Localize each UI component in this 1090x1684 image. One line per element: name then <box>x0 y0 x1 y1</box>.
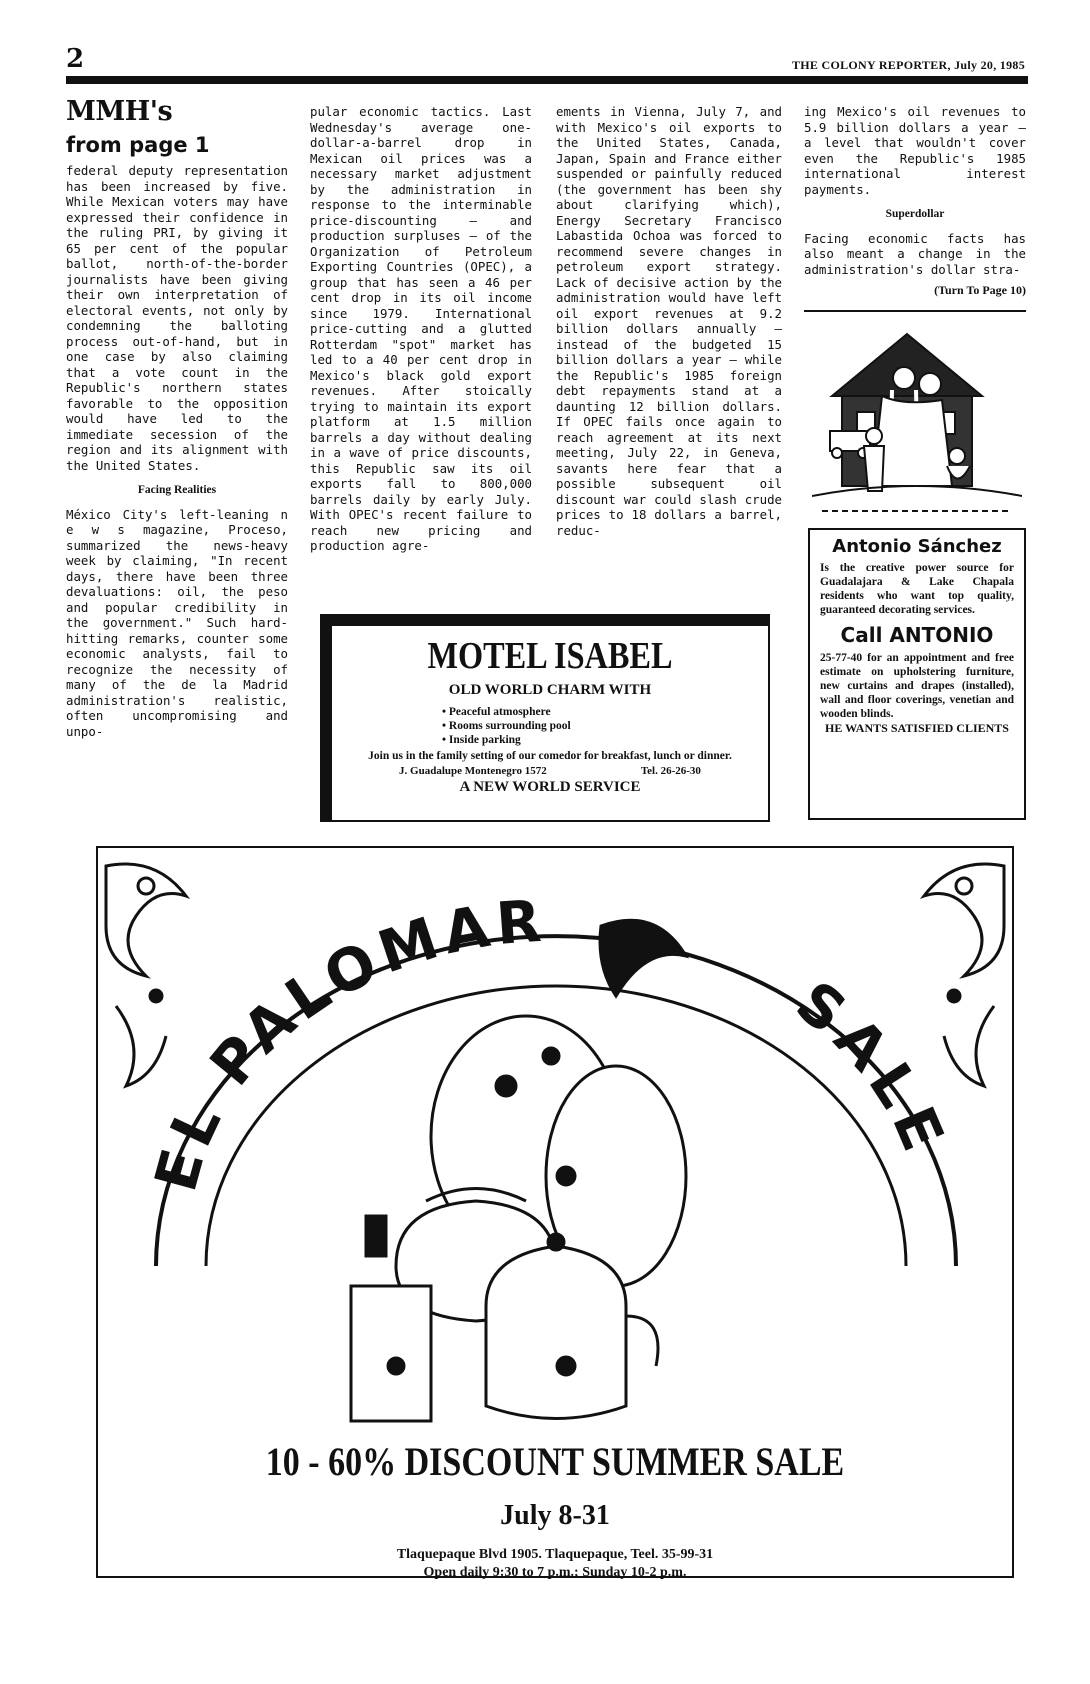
running-head: THE COLONY REPORTER, July 20, 1985 <box>791 58 1025 72</box>
arch-sale: SALE <box>783 967 961 1168</box>
column-rule <box>804 310 1026 312</box>
article-subhead: Superdollar <box>885 208 945 220</box>
motel-contact <box>332 765 768 777</box>
motel-slogan: A NEW WORLD SERVICE <box>459 779 641 795</box>
jump-line: (Turn To Page 10) <box>934 283 1026 297</box>
ad-footer: HE WANTS SATISFIED CLIENTS <box>825 721 1009 735</box>
article-column-4 <box>804 104 1026 299</box>
article-column-2 <box>310 104 532 560</box>
motel-feature-list <box>332 705 768 747</box>
motel-invitation: Join us in the family setting of our comedor for breakfast, lunch or dinner. <box>368 750 732 762</box>
arch-title: EL PALOMAR <box>141 886 550 1199</box>
palomar-arch-artwork <box>96 846 1014 1436</box>
motel-feature: • Peaceful atmosphere <box>442 705 768 719</box>
motel-name: MOTEL ISABEL <box>427 635 673 677</box>
dove-logo <box>600 920 686 996</box>
article-jump-line: from page 1 <box>66 133 210 157</box>
corner-flourish-left <box>106 864 186 1086</box>
motel-tagline: OLD WORLD CHARM WITH <box>448 682 652 698</box>
sale-hours: Open daily 9:30 to 7 p.m.; Sunday 10-2 p.m. <box>423 1565 687 1580</box>
page-number: 2 <box>66 44 85 74</box>
pottery-illustration <box>351 1016 686 1421</box>
motel-isabel-ad <box>330 624 770 822</box>
article-paragraph: México City's left-leaning n e w s magazine, Proceso, summarized the news-heavy week by claiming, "In recent days, there have been three devaluations: oil, the peso and popular credibility in the government." Such hard-hitting remarks, counter some economic analysts, fail to recognize the necessity of many of the de la Madrid administration's realistic, often uncompromising and unpo- <box>66 506 288 739</box>
article-paragraph: Facing economic facts has also meant a change in the administration's dollar stra- <box>804 230 1026 277</box>
article-paragraph: ing Mexico's oil revenues to 5.9 billion dollars a year — a level that wouldn't cover even the Republic's 1985 international interest payments. <box>804 104 1026 197</box>
family-house-illustration <box>812 326 1022 524</box>
sale-dates: July 8-31 <box>500 1500 610 1531</box>
ad-body: 25-77-40 for an appointment and free estimate on upholstering furniture, new curtains and drapes (installed), wall and floor coverings, venetian and wooden blinds. <box>820 652 1014 720</box>
article-subhead: Facing Realities <box>137 484 217 496</box>
motel-feature: • Rooms surrounding pool <box>442 719 768 733</box>
ad-description: Is the creative power source for Guadalajara & Lake Chapala residents who want top quality, guaranteed decorating services. <box>820 562 1014 616</box>
motel-phone: Tel. 26-26-30 <box>640 765 701 777</box>
sale-address: Tlaquepaque Blvd 1905. Tlaquepaque, Teel. 35-99-31 <box>396 1547 714 1562</box>
header-rule <box>66 76 1028 84</box>
sale-contact <box>96 1546 1014 1582</box>
corner-flourish-right <box>924 864 1004 1086</box>
sale-headline: 10 - 60% DISCOUNT SUMMER SALE <box>265 1439 845 1484</box>
article-paragraph: pular economic tactics. Last Wednesday's average one-dollar-a-barrel drop in Mexican oil prices was a necessary market adjustment by the administration in response to the interminable price-discounting — and production surpluses — of the Organization of Petroleum Exporting Countries (OPEC), a group that has seen a 46 per cent drop in its oil income since 1979. International price-cutting and a glutted Rotterdam "spot" market has led to a 40 per cent drop in Mexico's black gold export revenues. After stoically trying to maintain its export platform at 1.5 million barrels a day without dealing in a wave of price discounts, this Republic saw its oil exports fall to 800,000 barrels daily by early July. With OPEC's recent failure to reach new pricing and production agre- <box>310 104 532 553</box>
ad-call-to-action: Call ANTONIO <box>840 623 994 647</box>
article-column-1 <box>66 96 288 745</box>
advertiser-name: Antonio Sánchez <box>832 536 1002 557</box>
article-paragraph: federal deputy representation has been increased by five. While Mexican voters may have expressed their confidence in the ruling PRI, by giving it 65 per cent of the popular ballot, north-of-the-border journalists have been giving their own interpretation of electoral events, not only by condemning the balloting process out-of-hand, but in one case by also claiming that a vote count in the Republic's northern states favorable to the opposition would have led to the immediate secession of the region and its alignment with the United States. <box>66 163 288 473</box>
antonio-sanchez-ad <box>808 528 1026 820</box>
motel-address: J. Guadalupe Montenegro 1572 <box>399 765 547 777</box>
article-column-3 <box>556 104 782 544</box>
article-kicker: MMH's <box>66 96 173 127</box>
motel-feature: • Inside parking <box>442 733 768 747</box>
article-paragraph: ements in Vienna, July 7, and with Mexico's oil exports to the United States, Canada, Japan, Spain and France either suspended or painfully reduced (the government has been shy about clarifying which), Energy Secretary Francisco Labastida Ochoa was forced to recommend severe changes in petroleum export strategy. Lack of decisive action by the administration would have left oil export revenues at 9.2 billion dollars annually — instead of the budgeted 15 billion dollars a year — while the Republic's 1985 foreign debt repayments stand at a daunting 12 billion dollars. If OPEC fails once again to reach agreement at its next meeting, July 22, in Geneva, savants here fear that a possible subsequent oil discount war could slash crude prices to 18 dollars a barrel, reduc- <box>556 104 782 538</box>
